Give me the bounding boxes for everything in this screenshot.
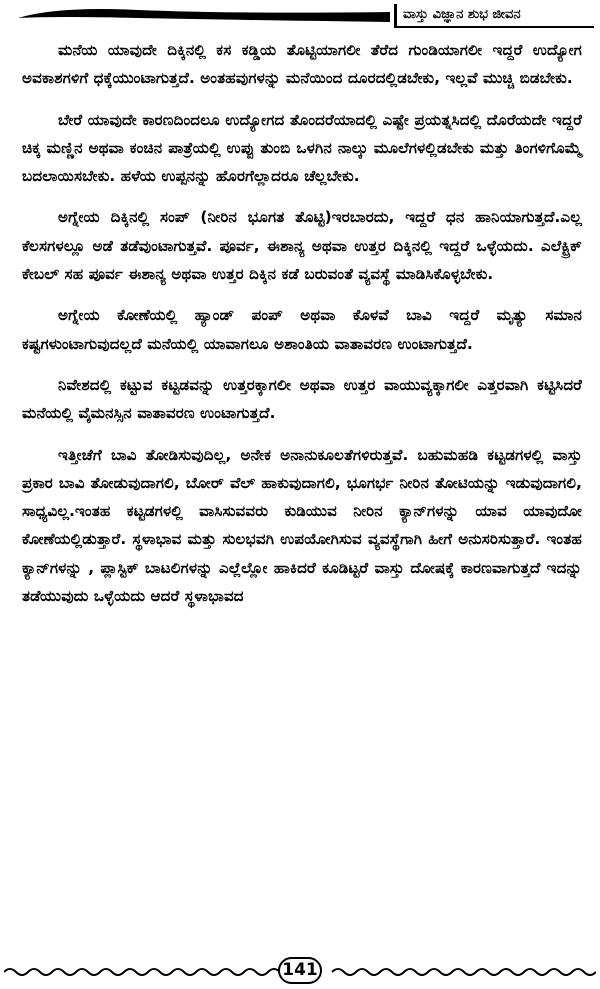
paragraph: ನಿವೇಶದಲ್ಲಿ ಕಟ್ಟುವ ಕಟ್ಟಡವನ್ನು ಉತ್ತರಕ್ಕಾಗಲೀ ಅಥವಾ ಉತ್ತರ ವಾಯುವ್ಯಕ್ಕಾಗಲೀ ಎತ್ತರವಾಗಿ ಕಟ್ಟಿಸಿದರೆ ಮನೆಯಲ್ಲಿ ವೈಮನಸ್ಸಿನ ವಾತಾವರಣ ಉಂಟಾಗುತ್ತದೆ. — [22, 375, 582, 423]
page-number: 141 — [278, 957, 322, 984]
paragraph: ಅಗ್ನೇಯ ದಿಕ್ಕಿನಲ್ಲಿ ಸಂಪ್ (ನೀರಿನ ಭೂಗತ ತೊಟ್ಟಿ)ಇರಬಾರದು, ಇದ್ದರೆ ಧನ ಹಾನಿಯಾಗುತ್ತದೆ.ಎಲ್ಲ ಕೆಲಸಗಳಲ್ಲೂ ಅಡೆ ತಡೆವುಂಟಾಗುತ್ತವೆ. ಪೂರ್ವ, ಈಶಾನ್ಯ ಅಥವಾ ಉತ್ತರ ದಿಕ್ಕಿನಲ್ಲಿ ಇದ್ದರೆ ಒಳ್ಳೆಯದು. ಎಲೆಕ್ಟ್ರಿಕ್ ಕೇಬಲ್ ಸಹ ಪೂರ್ವ ಈಶಾನ್ಯ ಅಥವಾ ಉತ್ತರ ದಿಕ್ಕಿನ ಕಡೆ ಬರುವಂತೆ ವ್ಯವಸ್ಥೆ ಮಾಡಿಸಿಕೊಳ್ಳಬೇಕು. — [22, 208, 582, 284]
page-body — [22, 36, 582, 623]
paragraph: ಅಗ್ನೇಯ ಕೋಣೆಯಲ್ಲಿ ಹ್ಯಾಂಡ್ ಪಂಪ್ ಅಥವಾ ಕೊಳವೆ ಬಾವಿ ಇದ್ದರೆ ಮೃತ್ಯು ಸಮಾನ ಕಷ್ಟಗಳುಂಟಾಗುವುದಲ್ಲದೆ ಮನೆಯಲ್ಲಿ ಯಾವಾಗಲೂ ಅಶಾಂತಿಯ ವಾತಾವರಣ ಉಂಟಾಗುತ್ತದೆ. — [22, 306, 582, 353]
header-decorative-rule — [18, 4, 390, 26]
page-footer — [0, 956, 600, 989]
page-header — [0, 0, 600, 36]
running-header-title: ವಾಸ್ತು ವಿಜ್ಞಾನ ಶುಭ ಜೀವನ — [394, 4, 594, 28]
paragraph: ಇತ್ತೀಚೆಗೆ ಬಾವಿ ತೋಡಿಸುವುದಿಲ್ಲ, ಅನೇಕ ಅನಾನುಕೂಲತೆಗಳಿರುತ್ತವೆ. ಬಹುಮಹಡಿ ಕಟ್ಟಡಗಳಲ್ಲಿ ವಾಸ್ತು ಪ್ರಕಾರ ಬಾವಿ ತೋಡುವುದಾಗಲಿ, ಬೋರ್ ವೆಲ್ ಹಾಕುವುದಾಗಲಿ, ಭೂಗರ್ಭ ನೀರಿನ ತೋಟಿಯನ್ನು ಇಡುವುದಾಗಲಿ, ಸಾಧ್ಯವಿಲ್ಲ.ಇಂತಹ ಕಟ್ಟಡಗಳಲ್ಲಿ ವಾಸಿಸುವವರು ಕುಡಿಯುವ ನೀರಿನ ಕ್ಯಾನ್‌ಗಳನ್ನು ಯಾವ ಯಾವುದೋ ಕೋಣೆಯಲ್ಲಿಡುತ್ತಾರೆ. ಸ್ಥಳಾಭಾವ ಮತ್ತು ಸುಲಭವಗಿ ಉಪಯೋಗಿಸುವ ವ್ಯವಸ್ಥೆಗಾಗಿ ಹೀಗೆ ಅನುಸರಿಸುತ್ತಾರೆ. ಇಂತಹ ಕ್ಯಾನ್‌ಗಳನ್ನು , ಪ್ಲಾಸ್ಟಿಕ್ ಬಾಟಲಿಗಳನ್ನು ಎಲ್ಲೆಲ್ಲೋ ಹಾಕಿದರೆ ಕೂಡಿಟ್ಟರೆ ವಾಸ್ತು ದೋಷಕ್ಕೆ ಕಾರಣವಾಗುತ್ತದೆ ಇದನ್ನು ತಡೆಯುವುದು ಒಳ್ಳೆಯದು ಆದರೆ ಸ್ಥಳಾಭಾವದ — [22, 445, 582, 606]
paragraph: ಮನೆಯ ಯಾವುದೇ ದಿಕ್ಕಿನಲ್ಲಿ ಕಸ ಕಡ್ಡಿಯ ತೊಟ್ಟಿಯಾಗಲೀ ತೆರೆದ ಗುಂಡಿಯಾಗಲೀ ಇದ್ದರೆ ಉದ್ಯೋಗ ಅವಕಾಶಗಳಿಗೆ ಧಕ್ಕೆಯುಂಟಾಗುತ್ತದೆ. ಅಂತಹವುಗಳನ್ನು ಮನೆಯಿಂದ ದೂರದಲ್ಲಿಡಬೇಕು, ಇಲ್ಲವೆ ಮುಚ್ಚಿ ಬಿಡಬೇಕು. — [22, 41, 582, 88]
paragraph: ಬೇರೆ ಯಾವುದೇ ಕಾರಣದಿಂದಲೂ ಉದ್ಯೋಗದ ತೊಂದರೆಯಾದಲ್ಲಿ ಎಷ್ಟೇ ಪ್ರಯತ್ನಸಿದಲ್ಲಿ ದೊರೆಯದೇ ಇದ್ದರೆ ಚಿಕ್ಕ ಮಣ್ಣಿನ ಅಥವಾ ಕಂಚಿನ ಪಾತ್ರೆಯಲ್ಲಿ ಉಪ್ಪು ತುಂಬಿ ಒಳಗಿನ ನಾಲ್ಕು ಮೂಲೆಗಳಲ್ಲಿಡಬೇಕು ಮತ್ತು ತಿಂಗಳಿಗೊಮ್ಮೆ ಬದಲಾಯಿಸಬೇಕು. ಹಳೆಯ ಉಪ್ಪನನ್ನು ಹೊರಗೆಲ್ಲಾದರೂ ಚೆಲ್ಲಬೇಕು. — [22, 110, 582, 186]
